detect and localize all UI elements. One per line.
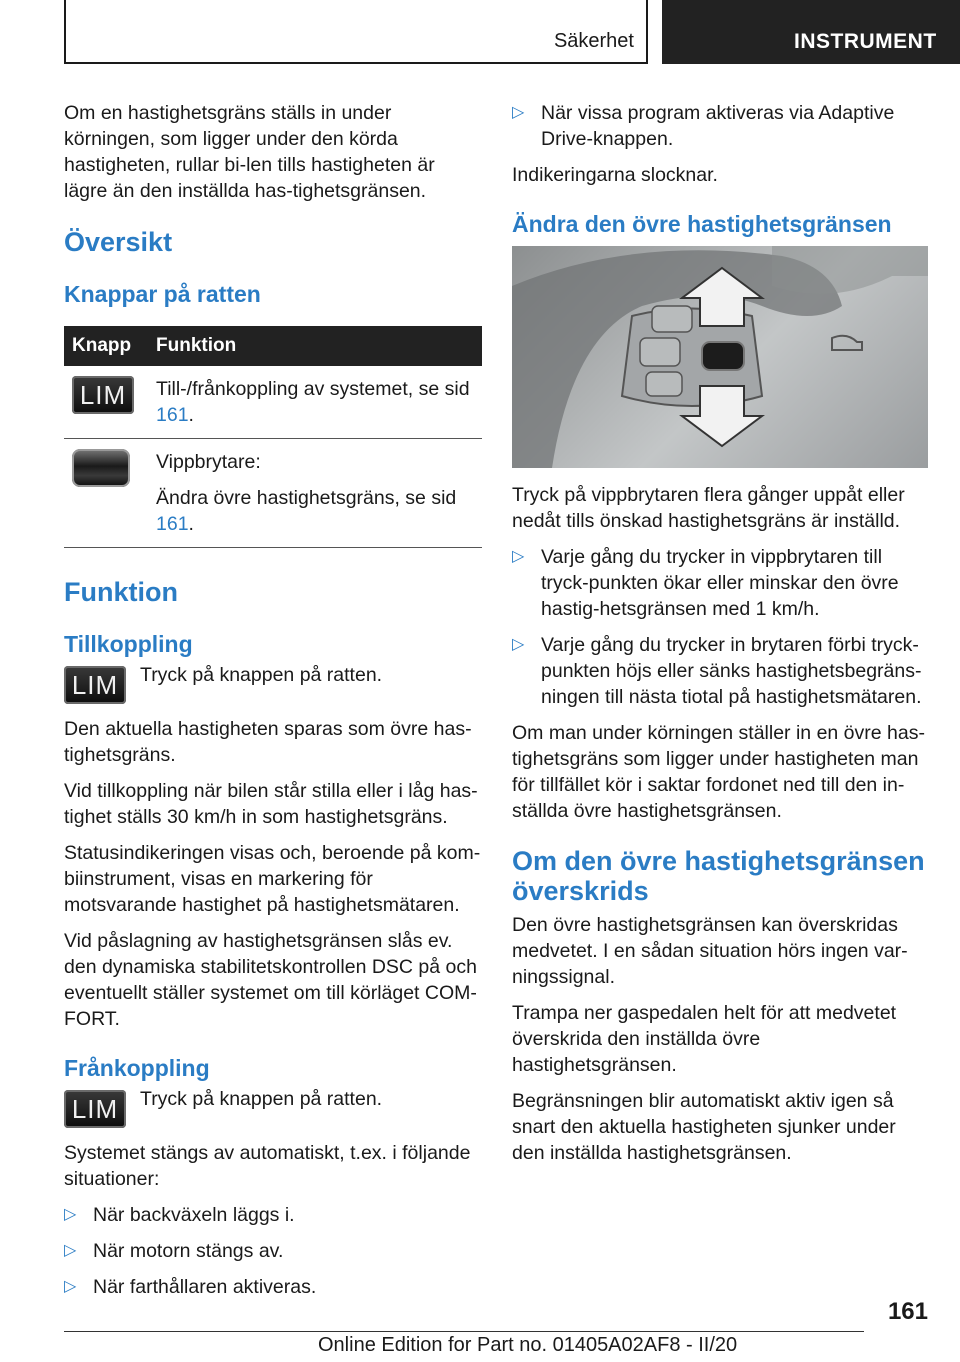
list-item	[64, 1238, 482, 1264]
steering-wheel-illustration	[512, 246, 928, 468]
list-item-text: När farthållaren aktiveras.	[93, 1276, 317, 1298]
list-item	[64, 1274, 482, 1300]
left-column	[64, 100, 482, 1310]
row1-text: Till-/frånkoppling av systemet, se sid	[156, 378, 470, 400]
header-chapter-tab	[662, 0, 960, 64]
lim-button-icon: LIM	[64, 666, 126, 704]
paragraph: Begränsningen blir automatiskt aktiv igen så snart den aktuella hastigheten sjunker under den inställda hastighetsgränsen.	[512, 1090, 896, 1164]
table-cell-icon	[64, 439, 148, 548]
paragraph: Den övre hastighetsgränsen kan överskridas medvetet. I en sådan situation hörs ingen var-ningssignal.	[512, 914, 908, 988]
heading-frankoppling: Frånkoppling	[64, 1055, 210, 1081]
header-section-tab	[64, 0, 648, 64]
list-item-text: Varje gång du trycker in vippbrytaren till tryck-punkten ökar eller minskar den övre hastig-hetsgränsen med 1 km/h.	[541, 546, 899, 620]
triangle-bullet-icon: ▷	[64, 1278, 77, 1295]
list-item	[512, 544, 928, 622]
table-header-row	[64, 326, 482, 366]
heading-andra: Ändra den övre hastighetsgränsen	[512, 211, 892, 237]
paragraph: Om man under körningen ställer in en övre has-tighetsgräns som ligger under hastigheten man för tillfället kör i saktar fordonet ned till den in-ställda övre hastighetsgränsen.	[512, 722, 925, 822]
table-cell-function	[148, 366, 482, 439]
header-section-label: Säkerhet	[553, 30, 634, 52]
list-item	[512, 100, 928, 152]
footer-divider	[64, 1331, 864, 1332]
triangle-bullet-icon: ▷	[512, 636, 525, 653]
header-chapter-label: INSTRUMENT	[794, 30, 937, 53]
situation-list	[64, 1202, 482, 1300]
triangle-bullet-icon: ▷	[512, 548, 525, 565]
paragraph: Vid tillkoppling när bilen står stilla eller i låg has-tighet ställs 30 km/h in som hastighetsgräns.	[64, 780, 478, 828]
steering-wheel-photo	[512, 246, 928, 468]
paragraph: Indikeringarna slocknar.	[512, 164, 718, 186]
paragraph: Trampa ner gaspedalen helt för att medvetet överskrida den inställda övre hastighetsgränsen.	[512, 1002, 897, 1076]
row2-label: Vippbrytare:	[156, 451, 261, 473]
row1-text-end: .	[188, 404, 194, 426]
situation-list-continued	[512, 100, 928, 152]
rocker-switch-icon	[72, 449, 130, 487]
page-link[interactable]: 161	[156, 513, 189, 535]
paragraph: Den aktuella hastigheten sparas som övre has-tighetsgräns.	[64, 718, 472, 766]
lim-button-icon: LIM	[72, 376, 134, 414]
row2-text: Ändra övre hastighetsgräns, se sid	[156, 487, 457, 509]
row2-text-end: .	[188, 513, 194, 535]
page-link[interactable]: 161	[156, 404, 189, 426]
tillkoppling-row	[64, 662, 482, 706]
heading-oversikt: Översikt	[64, 227, 173, 257]
table-row	[64, 366, 482, 439]
list-item-text: När backväxeln läggs i.	[93, 1204, 295, 1226]
triangle-bullet-icon: ▷	[64, 1242, 77, 1259]
heading-overskrids: Om den övre hastighetsgränsen överskrids	[512, 846, 925, 906]
button-table	[64, 326, 482, 548]
paragraph: Tryck på vippbrytaren flera gånger uppåt eller nedåt tills önskad hastighetsgräns är inställd.	[512, 484, 905, 532]
page-number: 161	[887, 1298, 928, 1325]
heading-funktion: Funktion	[64, 577, 178, 607]
lim-button-icon: LIM	[64, 1090, 126, 1128]
paragraph: Systemet stängs av automatiskt, t.ex. i följande situationer:	[64, 1142, 471, 1190]
triangle-bullet-icon: ▷	[64, 1206, 77, 1223]
table-header-knapp: Knapp	[64, 326, 148, 366]
frankoppling-action: Tryck på knappen på ratten.	[140, 1088, 383, 1110]
table-cell-function	[148, 439, 482, 548]
table-row	[64, 439, 482, 548]
table-header-funktion: Funktion	[148, 326, 482, 366]
right-column	[512, 100, 928, 1176]
triangle-bullet-icon: ▷	[512, 104, 525, 121]
list-item-text: Varje gång du trycker in brytaren förbi tryck-punkten höjs eller sänks hastighetsbegräns-ningen till nästa tiotal på hastighetsmätaren.	[541, 634, 922, 708]
footer-edition: Online Edition for Part no. 01405A02AF8 - II/20	[318, 1334, 738, 1356]
heading-tillkoppling: Tillkoppling	[64, 631, 193, 657]
list-item	[64, 1202, 482, 1228]
paragraph: Statusindikeringen visas och, beroende på kom-biinstrument, visas en markering för motsvarande hastighet på hastighetsmätaren.	[64, 842, 481, 916]
frankoppling-row	[64, 1086, 482, 1130]
paragraph: Vid påslagning av hastighetsgränsen slås ev. den dynamiska stabilitetskontrollen DSC på och eventuellt ställer systemet om till körläget COM-FORT.	[64, 930, 477, 1030]
list-item-text: När vissa program aktiveras via Adaptive Drive-knappen.	[541, 102, 895, 150]
list-item	[512, 632, 928, 710]
tillkoppling-action: Tryck på knappen på ratten.	[140, 664, 383, 686]
intro-paragraph: Om en hastighetsgräns ställs in under körningen, som ligger under den körda hastigheten, rullar bi-len tills hastigheten är lägre än den inställda has-tighetsgränsen.	[64, 102, 435, 202]
list-item-text: När motorn stängs av.	[93, 1240, 284, 1262]
adjust-list	[512, 544, 928, 710]
table-cell-icon	[64, 366, 148, 439]
heading-knappar: Knappar på ratten	[64, 281, 261, 307]
